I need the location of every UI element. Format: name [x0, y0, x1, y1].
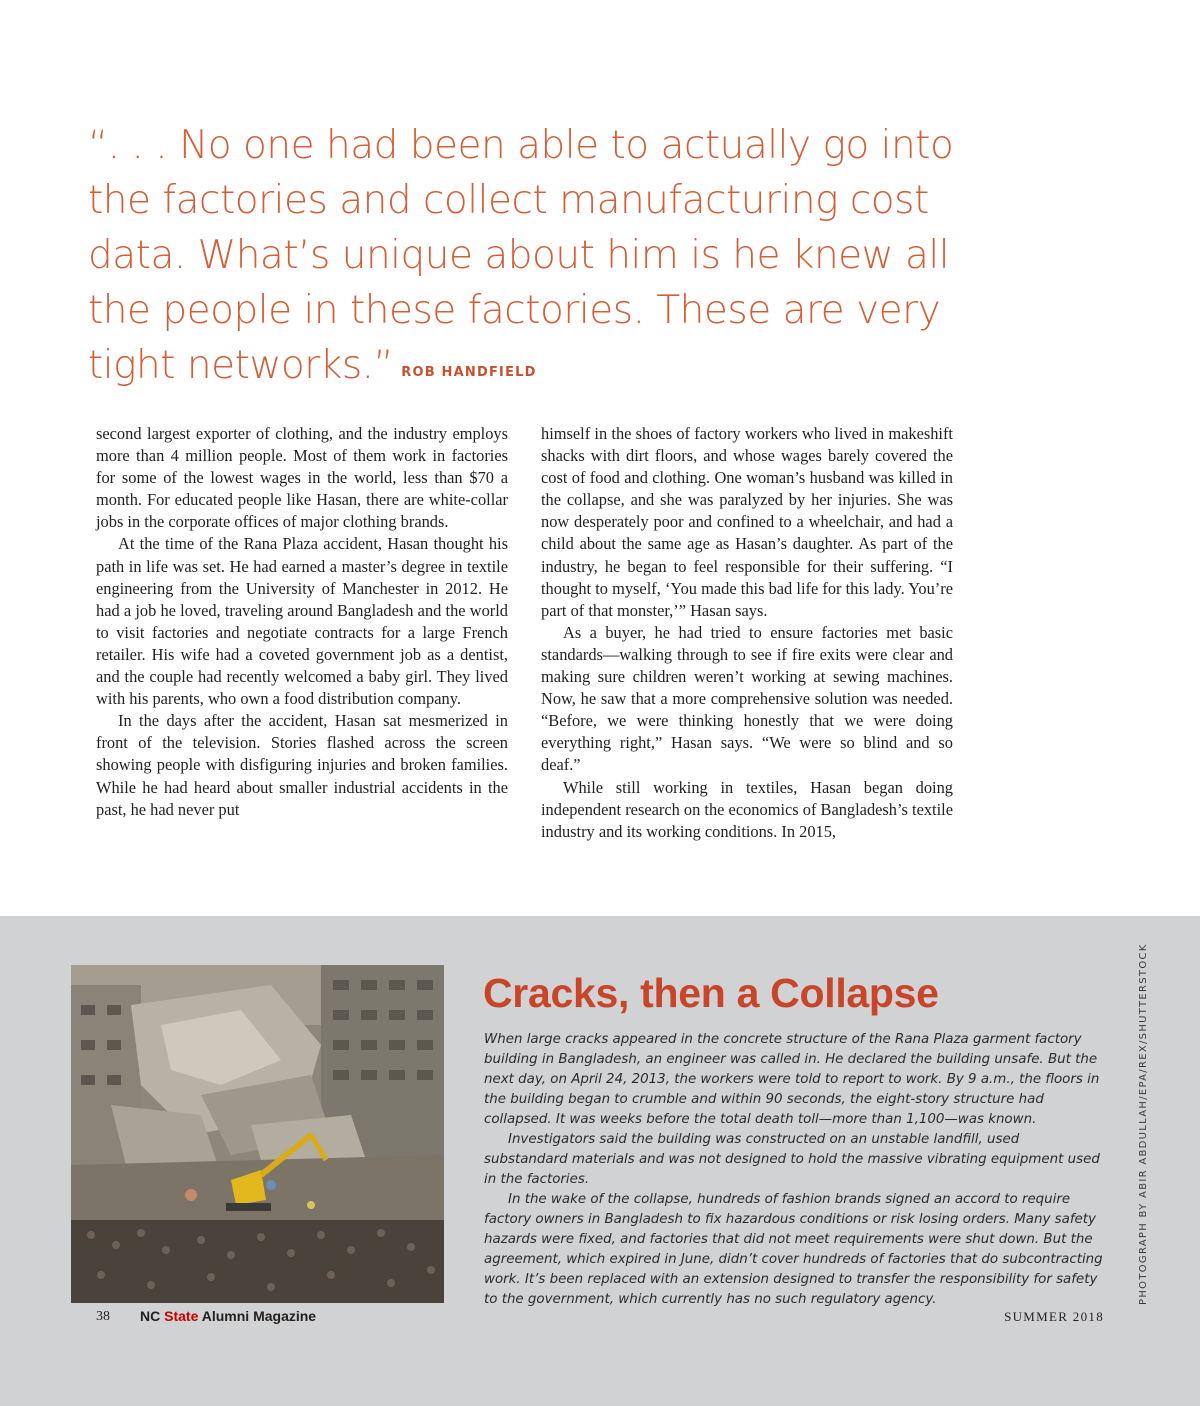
article-column-1 — [96, 423, 508, 821]
article-paragraph: While still working in textiles, Hasan began doing independent research on the economics of Bangladesh’s textile industry and its working conditions. In 2015, — [541, 777, 953, 841]
pull-quote — [88, 118, 968, 400]
issue-date: SUMMER 2018 — [1004, 1309, 1104, 1324]
article-paragraph: As a buyer, he had tried to ensure factories met basic standards—walking through to see if fire exits were clear and making sure children weren’t working at sewing machines. Now, he saw that a more comprehensive solution was needed. “Before, we were thinking honestly that we were doing everything right,” Hasan says. “We were so blind and so deaf.” — [541, 622, 953, 775]
sidebar-paragraph: Investigators said the building was constructed on an unstable landfill, used substandard materials and was not designed to hold the massive vibrating equipment used in the factories. — [484, 1132, 1100, 1187]
sidebar-body — [484, 1030, 1104, 1310]
sidebar-title: Cracks, then a Collapse — [483, 970, 939, 1016]
page-footer — [0, 1308, 1200, 1328]
article-paragraph: In the days after the accident, Hasan sat mesmerized in front of the television. Stories flashed across the screen showing people with disfiguring injuries and broken families. While he had heard about smaller industrial accidents in the past, he had never put — [96, 711, 508, 819]
sidebar-paragraph: In the wake of the collapse, hundreds of fashion brands signed an accord to require factory owners in Bangladesh to fix hazardous conditions or risk losing orders. Many safety hazards were fixed, and factories that did not meet requirements were shut down. But the agreement, which expired in June, didn’t cover hundreds of factories that do subcontracting work. It’s been replaced with an extension designed to transfer the responsibility for safety to the government, which currently has no such regulatory agency. — [484, 1192, 1103, 1307]
article-paragraph: At the time of the Rana Plaza accident, Hasan thought his path in life was set. He had earned a master’s degree in textile engineering from the University of Manchester in 2012. He had a job he loved, traveling around Bangladesh and the world to visit factories and negotiate contracts for a large French retailer. His wife had a coveted government job as a dentist, and the couple had recently welcomed a baby girl. They lived with his parents, who own a food distribution company. — [96, 534, 508, 709]
collapse-photo-illustration — [71, 965, 444, 1303]
collapse-photo — [71, 965, 444, 1303]
photo-credit: PHOTOGRAPH BY ABIR ABDULLAH/EPA/REX/SHUTTERSTOCK — [1138, 943, 1149, 1305]
article-paragraph: himself in the shoes of factory workers who lived in makeshift shacks with dirt floors, and whose wages barely covered the cost of food and clothing. One woman’s husband was killed in the collapse, and she was paralyzed by her injuries. She was now desperately poor and confined to a wheelchair, and had a child about the same age as Hasan’s daughter. As part of the industry, he began to feel responsible for their suffering. “I thought to myself, ‘You made this bad life for this lady. You’re part of that monster,’” Hasan says. — [541, 424, 953, 620]
article-paragraph: second largest exporter of clothing, and the industry employs more than 4 million people. Most of them work in factories for some of the lowest wages in the world, less than $70 a month. For educated people like Hasan, there are white-collar jobs in the corporate offices of major clothing brands. — [96, 424, 508, 532]
pull-quote-text: “. . . No one had been able to actually go into the factories and collect manufacturing cost data. What’s unique about him is he knew all the people in these factories. These are very tight networks.” — [88, 123, 954, 388]
magazine-name-nc: NC — [140, 1308, 161, 1324]
article-column-2 — [541, 423, 953, 843]
magazine-name-state: State — [164, 1308, 199, 1324]
page-number: 38 — [96, 1309, 110, 1324]
magazine-name-rest: Alumni Magazine — [201, 1308, 317, 1324]
magazine-name — [140, 1308, 316, 1324]
sidebar-box — [0, 916, 1200, 1406]
sidebar-paragraph: When large cracks appeared in the concrete structure of the Rana Plaza garment factory building in Bangladesh, an engineer was called in. He declared the building unsafe. But the next day, on April 24, 2013, the workers were told to report to work. By 9 a.m., the floors in the building began to crumble and within 90 seconds, the eight-story structure had collapsed. It was weeks before the total death toll—more than 1,100—was known. — [484, 1032, 1100, 1127]
pull-quote-attribution: ROB HANDFIELD — [401, 365, 537, 380]
